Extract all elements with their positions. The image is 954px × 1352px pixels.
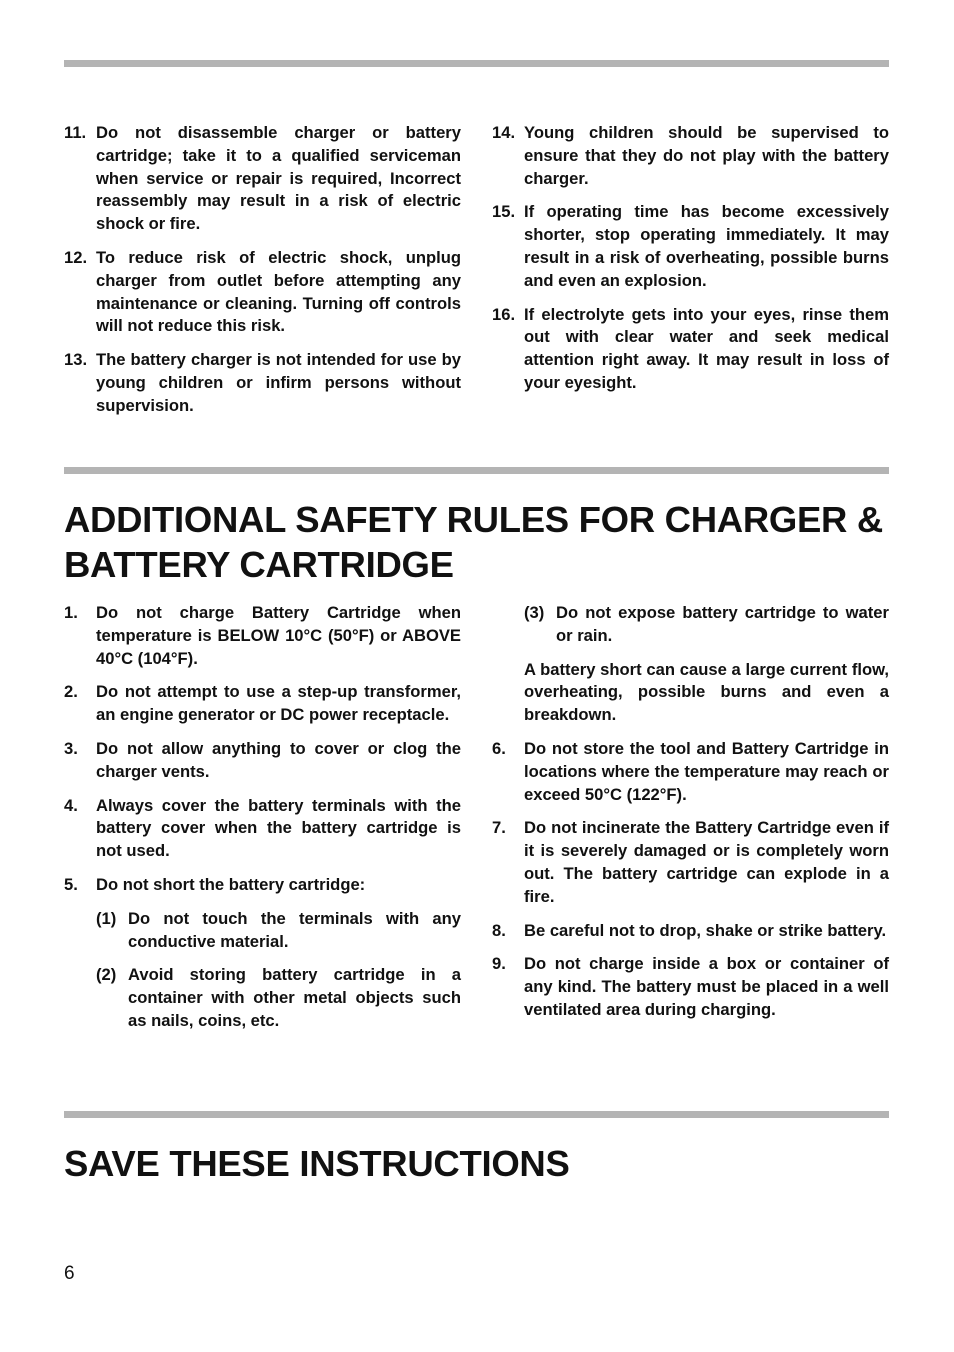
item-text: Do not allow anything to cover or clog the charger vents. [96,738,461,781]
list-item [64,738,461,784]
item-text: Do not incinerate the Battery Cartridge even if it is severely damaged or is completely worn out. The battery cartridge can explode in a fire. [524,818,889,906]
section1-heading-line1: ADDITIONAL SAFETY RULES FOR CHARGER & [64,499,883,540]
item-text: If operating time has become excessively shorter, stop operating immediately. It may result in a risk of overheating, possible burns and even an explosion. [524,202,889,290]
sub-item-number: (3) [524,603,545,622]
item-text: To reduce risk of electric shock, unplug charger from outlet before attempting any maintenance or cleaning. Turning off controls will not reduce this risk. [96,247,461,336]
list-item [64,247,461,338]
top-divider [64,60,889,67]
item-text: Do not store the tool and Battery Cartridge in locations where the temperature may reach or exceed 50°C (122°F). [524,738,889,804]
item-text: Do not charge Battery Cartridge when temperature is BELOW 10°C (50°F) or ABOVE 40°C (104°F). [96,603,461,668]
item-text: The battery charger is not intended for use by young children or infirm persons without supervision. [96,350,461,415]
item-text: Be careful not to drop, shake or strike battery. [524,920,887,940]
sub-item-text: Do not touch the terminals with any conductive material. [128,908,461,951]
list-item [492,201,889,292]
list-item [64,795,461,863]
sub-item-number: (2) [96,965,117,985]
item-number: 12. [64,247,88,267]
list-item [492,304,889,395]
section1-divider [64,467,889,474]
top-left-column [64,122,461,429]
section1-right-column [492,602,889,1033]
sub-item-text: Do not expose battery cartridge to water or rain. [556,603,889,645]
sub-list-item [524,602,889,648]
sub-item-number: (1) [96,908,117,928]
list-item [64,681,461,727]
item-text: Do not short the battery cartridge: [96,874,366,894]
item-number: 16. [492,304,516,324]
list-item [492,817,889,908]
item-number: 6. [492,738,506,758]
item-number: 14. [492,123,516,142]
list-item [64,874,461,897]
list-item [64,602,461,670]
list-item [492,953,889,1021]
item-text: Young children should be supervised to ensure that they do not play with the battery charger. [524,123,889,188]
item-number: 7. [492,818,506,838]
item-number: 3. [64,738,78,758]
item-number: 1. [64,603,78,622]
battery-short-note: A battery short can cause a large current flow, overheating, possible burns and even a breakdown. [524,659,889,725]
item-text: Always cover the battery terminals with the battery cover when the battery cartridge is not used. [96,795,461,861]
list-item [492,738,889,806]
sub-item-text: Avoid storing battery cartridge in a container with other metal objects such as nails, coins, etc. [128,965,461,1030]
item-text: Do not disassemble charger or battery cartridge; take it to a qualified serviceman when service or repair is required, Incorrect reassembly may result in a risk of electric shock or fire. [96,123,461,234]
page-number: 6 [64,1263,75,1284]
item-number: 9. [492,954,506,974]
sub-list-item [96,908,461,954]
section1-left-column [64,602,461,1044]
item-number: 8. [492,920,506,940]
item-number: 13. [64,350,88,370]
list-item [492,920,889,943]
item-text: Do not charge inside a box or container of any kind. The battery must be placed in a well ventilated area during charging. [524,954,889,1019]
section1-heading-line2: BATTERY CARTRIDGE [64,544,454,585]
top-right-column [492,122,889,406]
item-text: If electrolyte gets into your eyes, rinse them out with clear water and seek medical attention right away. It may result in loss of your eyesight. [524,304,889,392]
item-number: 15. [492,202,516,222]
section1-heading [64,497,883,587]
list-item [64,349,461,417]
section2-divider [64,1111,889,1118]
item-number: 4. [64,795,78,815]
item-number: 11. [64,123,87,142]
sub-list-item [96,964,461,1032]
item-number: 2. [64,682,78,702]
list-item [64,122,461,236]
list-item [492,122,889,190]
section2-heading: SAVE THESE INSTRUCTIONS [64,1143,570,1184]
item-text: Do not attempt to use a step-up transformer, an engine generator or DC power receptacle. [96,682,461,725]
item-number: 5. [64,874,78,894]
